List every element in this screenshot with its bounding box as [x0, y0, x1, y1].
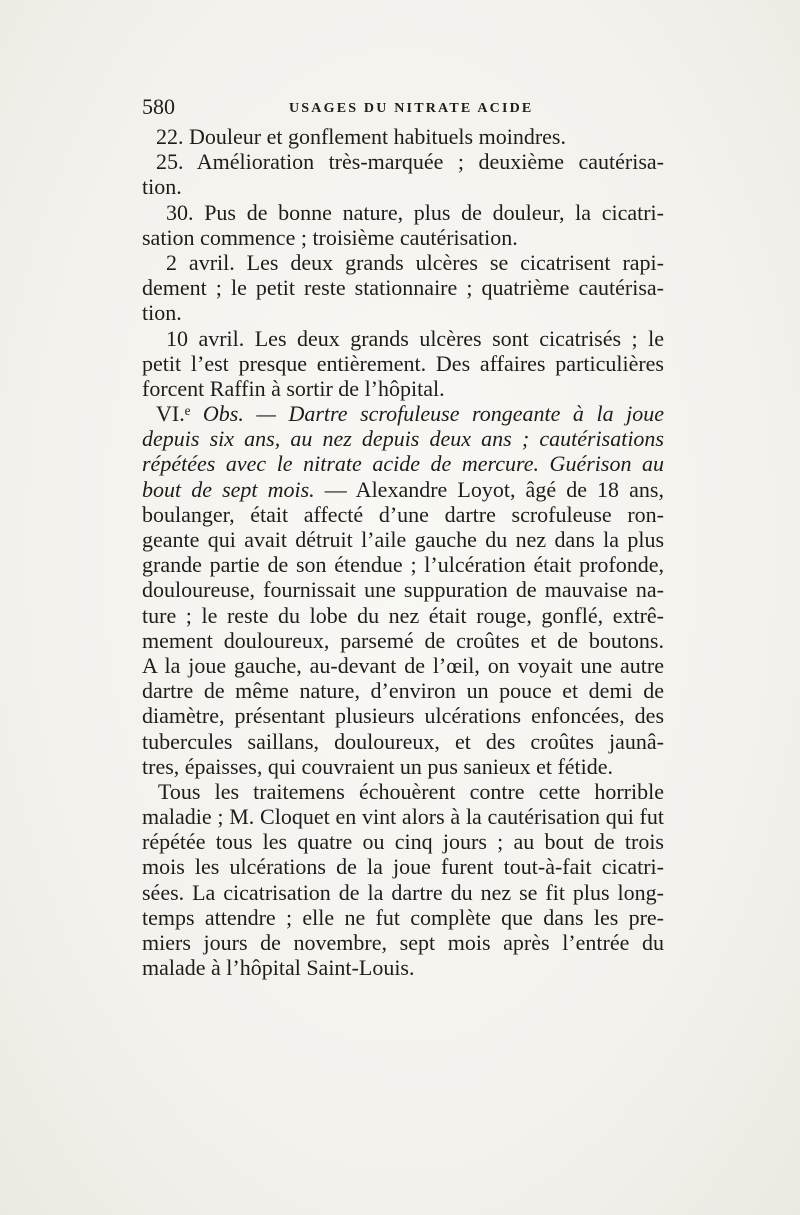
text-line: dement ; le petit reste stationnaire ; quatrième cautérisa-	[142, 275, 664, 301]
running-title: USAGES DU NITRATE ACIDE	[289, 101, 534, 116]
text-line: sation commence ; troisième cautérisation.	[142, 224, 518, 250]
text-line	[142, 401, 664, 426]
case-text: — Alexandre Loyot, âgé de 18 ans,	[314, 476, 664, 502]
text-line: dartre de même nature, d’environ un pouce et demi de	[142, 678, 664, 704]
text-line: Tous les traitemens échouèrent contre cette horrible	[158, 778, 664, 804]
text-line: tubercules saillans, douloureux, et des croûtes jaunâ-	[142, 728, 664, 754]
text-line: douloureuse, fournissait une suppuration de mauvaise na-	[142, 577, 664, 603]
text-line: miers jours de novembre, sept mois après l’entrée du	[142, 930, 664, 955]
text-line: boulanger, était affecté d’une dartre scrofuleuse ron-	[142, 501, 664, 527]
text-line: maladie ; M. Cloquet en vint alors à la cautérisation qui fut	[142, 804, 664, 830]
text-line: mois les ulcérations de la joue furent tout-à-fait cicatri-	[142, 854, 664, 880]
text-line: tres, épaisses, qui couvraient un pus sanieux et fétide.	[142, 753, 614, 779]
text-line: depuis six ans, au nez depuis deux ans ; cautérisations	[142, 426, 664, 452]
observation-title: Obs. — Dartre scrofuleuse rongeante à la joue	[202, 401, 664, 427]
page-number: 580	[142, 94, 175, 119]
text-line: ture ; le reste du lobe du nez était rouge, gonflé, extrê-	[142, 602, 664, 628]
text-block	[142, 90, 664, 980]
text-line: geante qui avait détruit l’aile gauche du nez dans la plus	[142, 527, 664, 552]
text-line: temps attendre ; elle ne fut complète que dans les pre-	[142, 904, 664, 930]
text-line: mement douloureux, parsemé de croûtes et de boutons.	[142, 627, 664, 653]
text-line: tion.	[142, 174, 182, 200]
text-line	[142, 477, 664, 502]
text-line: tion.	[142, 300, 182, 326]
text-line: malade à l’hôpital Saint-Louis.	[142, 955, 415, 981]
running-head	[142, 90, 664, 124]
observation-number: VI.ᵉ	[156, 401, 203, 427]
text-line: 22. Douleur et gonflement habituels moindres.	[156, 124, 566, 149]
text-line: diamètre, présentant plusieurs ulcérations enfoncées, des	[142, 703, 664, 729]
body-text	[142, 124, 664, 980]
observation-title-end: bout de sept mois.	[142, 476, 315, 502]
text-line: 30. Pus de bonne nature, plus de douleur, la cicatri-	[166, 199, 664, 225]
text-line: répétée tous les quatre ou cinq jours ; au bout de trois	[142, 829, 664, 855]
text-line: grande partie de son étendue ; l’ulcération était profonde,	[142, 552, 664, 578]
text-line: A la joue gauche, au-devant de l’œil, on voyait une autre	[142, 652, 664, 678]
text-line: forcent Raffin à sortir de l’hôpital.	[142, 375, 445, 401]
text-line: 10 avril. Les deux grands ulcères sont cicatrisés ; le	[166, 325, 664, 351]
text-line: petit l’est presque entièrement. Des affaires particulières	[142, 350, 664, 376]
text-line: répétées avec le nitrate acide de mercure. Guérison au	[142, 451, 664, 477]
text-line: sées. La cicatrisation de la dartre du nez se fit plus long-	[142, 879, 664, 905]
text-line: 25. Amélioration très-marquée ; deuxième cautérisa-	[156, 149, 664, 175]
text-line: 2 avril. Les deux grands ulcères se cicatrisent rapi-	[166, 249, 664, 275]
